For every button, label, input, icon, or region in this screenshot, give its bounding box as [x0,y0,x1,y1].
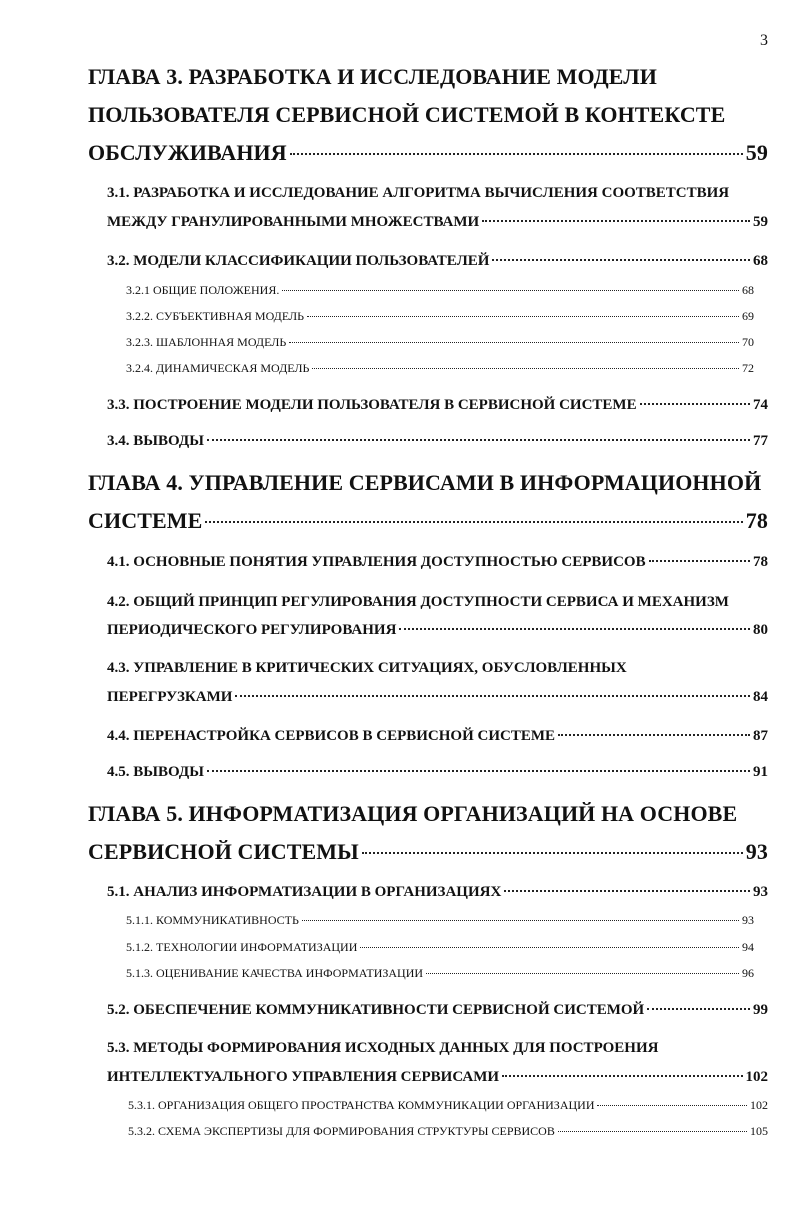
toc-section-line [107,185,729,202]
toc-entry-title: ПЕРЕГРУЗКАМИ [107,689,233,705]
toc-entry-title: ГЛАВА 4. УПРАВЛЕНИЕ СЕРВИСАМИ В ИНФОРМАЦИОННОЙ [88,470,762,495]
toc-entry[interactable] [107,728,768,745]
toc-entry[interactable] [126,913,754,928]
toc-entry-title: 5.1.2. ТЕХНОЛОГИИ ИНФОРМАТИЗАЦИИ [126,940,358,954]
toc-page-number: 72 [742,361,754,375]
page-number: 3 [760,32,768,49]
dot-leader [282,290,739,291]
toc-entry[interactable] [107,397,768,414]
toc-page-number: 70 [742,335,754,349]
dot-leader [235,695,750,697]
toc-page-number: 74 [753,397,768,413]
dot-leader [597,1105,747,1106]
toc-entry-title: 5.3.2. СХЕМА ЭКСПЕРТИЗЫ ДЛЯ ФОРМИРОВАНИЯ СТРУКТУРЫ СЕРВИСОВ [128,1124,555,1138]
toc-entry[interactable] [88,140,768,166]
toc-entry[interactable] [126,309,754,324]
toc-page-number: 93 [745,839,768,864]
toc-entry[interactable] [107,433,768,450]
toc-entry[interactable] [107,554,768,571]
toc-entry-title: 5.2. ОБЕСПЕЧЕНИЕ КОММУНИКАТИВНОСТИ СЕРВИСНОЙ СИСТЕМОЙ [107,1002,645,1018]
toc-entry-title: 3.2.4. ДИНАМИЧЕСКАЯ МОДЕЛЬ [126,361,310,375]
toc-page-number: 78 [753,554,768,570]
toc-chapter-line [88,801,737,827]
toc-entry-title: СЕРВИСНОЙ СИСТЕМЫ [88,839,359,864]
toc-entry[interactable] [126,361,754,376]
toc-entry[interactable] [128,1098,768,1113]
toc-page-number: 105 [750,1124,768,1138]
dot-leader [360,947,739,948]
dot-leader [558,1131,747,1132]
toc-entry[interactable] [107,689,768,706]
toc-entry-title: 3.2.1 ОБЩИЕ ПОЛОЖЕНИЯ. [126,283,280,297]
toc-entry-title: ОБСЛУЖИВАНИЯ [88,140,287,165]
dot-leader [399,628,750,630]
toc-page-number: 94 [742,940,754,954]
toc-entry[interactable] [107,764,768,781]
toc-entry-title: ИНТЕЛЛЕКТУАЛЬНОГО УПРАВЛЕНИЯ СЕРВИСАМИ [107,1069,500,1085]
toc-entry[interactable] [107,1069,768,1086]
toc-page-number: 102 [750,1098,768,1112]
toc-page-number: 87 [753,728,768,744]
toc-entry[interactable] [126,335,754,350]
toc-page-number: 68 [742,283,754,297]
toc-entry-title: 4.4. ПЕРЕНАСТРОЙКА СЕРВИСОВ В СЕРВИСНОЙ СИСТЕМЕ [107,728,555,744]
toc-entry[interactable] [126,966,754,981]
toc-entry[interactable] [126,283,754,298]
dot-leader [649,560,750,562]
dot-leader [558,734,750,736]
dot-leader [290,153,743,155]
toc-page-number: 84 [753,689,768,705]
toc-entry-title: 3.2. МОДЕЛИ КЛАССИФИКАЦИИ ПОЛЬЗОВАТЕЛЕЙ [107,253,490,269]
dot-leader [482,220,750,222]
toc-entry-title: 3.1. РАЗРАБОТКА И ИССЛЕДОВАНИЕ АЛГОРИТМА ВЫЧИСЛЕНИЯ СООТВЕТСТВИЯ [107,185,730,201]
toc-entry-title: 5.1.1. КОММУНИКАТИВНОСТЬ [126,913,299,927]
toc-entry-title: ГЛАВА 3. РАЗРАБОТКА И ИССЛЕДОВАНИЕ МОДЕЛИ [88,64,657,89]
dot-leader [426,973,739,974]
toc-entry-title: 3.2.3. ШАБЛОННАЯ МОДЕЛЬ [126,335,287,349]
toc-entry-title: 4.3. УПРАВЛЕНИЕ В КРИТИЧЕСКИХ СИТУАЦИЯХ, ОБУСЛОВЛЕННЫХ [107,660,627,676]
dot-leader [307,316,739,317]
dot-leader [492,259,750,261]
toc-page-number: 93 [753,884,768,900]
toc-page-number: 96 [742,966,754,980]
toc-entry-title: 4.5. ВЫВОДЫ [107,764,204,780]
toc-chapter-line [88,64,657,90]
dot-leader [362,852,743,854]
dot-leader [640,403,750,405]
toc-page-number: 99 [753,1002,768,1018]
toc-entry-title: 4.1. ОСНОВНЫЕ ПОНЯТИЯ УПРАВЛЕНИЯ ДОСТУПНОСТЬЮ СЕРВИСОВ [107,554,646,570]
toc-entry-title: СИСТЕМЕ [88,508,203,533]
toc-page-number: 102 [745,1069,768,1085]
toc-entry[interactable] [88,508,768,534]
toc-entry-title: МЕЖДУ ГРАНУЛИРОВАННЫМИ МНОЖЕСТВАМИ [107,214,480,230]
toc-entry-title: 3.2.2. СУБЪЕКТИВНАЯ МОДЕЛЬ [126,309,305,323]
toc-entry-title: ПЕРИОДИЧЕСКОГО РЕГУЛИРОВАНИЯ [107,622,397,638]
toc-entry-title: 5.3.1. ОРГАНИЗАЦИЯ ОБЩЕГО ПРОСТРАНСТВА КОММУНИКАЦИИ ОРГАНИЗАЦИИ [128,1098,595,1112]
dot-leader [504,890,750,892]
toc-page-number: 78 [745,508,768,533]
toc-entry[interactable] [107,253,768,270]
toc-entry[interactable] [126,940,754,955]
toc-section-line [107,1040,658,1057]
toc-entry-title: 5.1.3. ОЦЕНИВАНИЕ КАЧЕСТВА ИНФОРМАТИЗАЦИИ [126,966,424,980]
dot-leader [647,1008,750,1010]
toc-entry[interactable] [107,1002,768,1019]
toc-section-line [107,594,729,611]
toc-entry[interactable] [107,884,768,901]
toc-page-number: 68 [753,253,768,269]
toc-entry[interactable] [88,839,768,865]
toc-page-number: 77 [753,433,768,449]
toc-section-line [107,660,627,677]
toc-page-number: 80 [753,622,768,638]
toc-entry-title: ГЛАВА 5. ИНФОРМАТИЗАЦИЯ ОРГАНИЗАЦИЙ НА ОСНОВЕ [88,801,738,826]
dot-leader [302,920,739,921]
toc-chapter-line [88,470,761,496]
toc-entry[interactable] [128,1124,768,1139]
toc-entry[interactable] [107,622,768,639]
toc-chapter-line [88,102,725,128]
toc-page-number: 93 [742,913,754,927]
toc-entry-title: ПОЛЬЗОВАТЕЛЯ СЕРВИСНОЙ СИСТЕМОЙ В КОНТЕКСТЕ [88,102,726,127]
dot-leader [205,521,742,523]
dot-leader [312,368,739,369]
toc-page-number: 59 [745,140,768,165]
toc-page-number: 69 [742,309,754,323]
dot-leader [502,1075,742,1077]
dot-leader [207,770,750,772]
toc-entry-title: 4.2. ОБЩИЙ ПРИНЦИП РЕГУЛИРОВАНИЯ ДОСТУПНОСТИ СЕРВИСА И МЕХАНИЗМ [107,594,729,610]
toc-entry-title: 3.3. ПОСТРОЕНИЕ МОДЕЛИ ПОЛЬЗОВАТЕЛЯ В СЕРВИСНОЙ СИСТЕМЕ [107,397,637,413]
toc-page-number: 91 [753,764,768,780]
toc-entry-title: 3.4. ВЫВОДЫ [107,433,204,449]
dot-leader [289,342,739,343]
toc-entry-title: 5.3. МЕТОДЫ ФОРМИРОВАНИЯ ИСХОДНЫХ ДАННЫХ ДЛЯ ПОСТРОЕНИЯ [107,1040,659,1056]
toc-page-number: 59 [753,214,768,230]
toc-entry-title: 5.1. АНАЛИЗ ИНФОРМАТИЗАЦИИ В ОРГАНИЗАЦИЯХ [107,884,502,900]
toc-entry[interactable] [107,214,768,231]
dot-leader [207,439,750,441]
